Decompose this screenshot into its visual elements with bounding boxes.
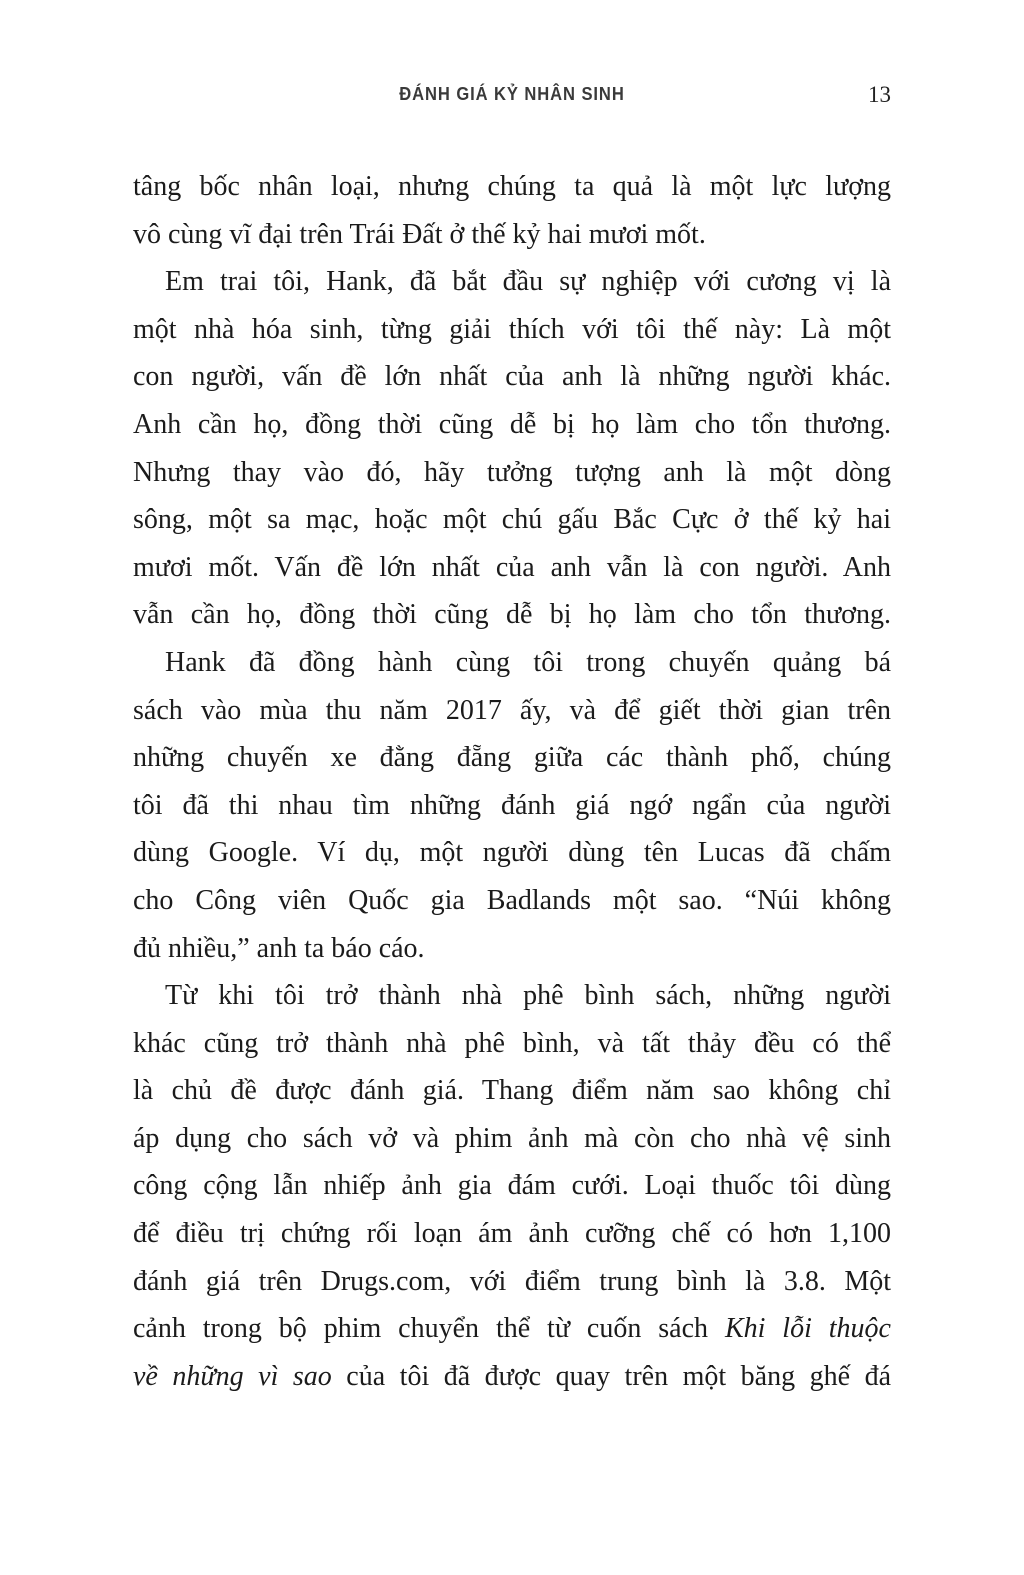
text-line <box>133 1353 891 1401</box>
text-line <box>133 211 891 259</box>
text-segment: một nhà hóa sinh, từng giải thích với tôi thế này: Là một <box>133 313 891 345</box>
text-segment: tôi đã thi nhau tìm những đánh giá ngớ ngẩn của người <box>133 789 891 821</box>
text-line <box>133 1115 891 1163</box>
text-line <box>133 401 891 449</box>
text-segment: vô cùng vĩ đại trên Trái Đất ở thế kỷ hai mươi mốt. <box>133 218 706 250</box>
text-segment: mươi mốt. Vấn đề lớn nhất của anh vẫn là con người. Anh <box>133 551 891 583</box>
body-text <box>133 163 891 1400</box>
text-segment: là chủ đề được đánh giá. Thang điểm năm sao không chỉ <box>133 1075 891 1107</box>
text-line <box>133 1020 891 1068</box>
book-title-italic: Khi lỗi thuộc <box>724 1313 891 1345</box>
text-segment: Nhưng thay vào đó, hãy tưởng tượng anh là một dòng <box>133 456 891 488</box>
text-segment: sách vào mùa thu năm 2017 ấy, và để giết thời gian trên <box>133 694 891 726</box>
text-segment: áp dụng cho sách vở và phim ảnh mà còn cho nhà vệ sinh <box>133 1122 891 1154</box>
text-line <box>133 1258 891 1306</box>
text-line <box>133 544 891 592</box>
text-line <box>133 1305 891 1353</box>
text-line <box>133 306 891 354</box>
text-segment: con người, vấn đề lớn nhất của anh là những người khác. <box>133 361 891 393</box>
text-line <box>133 782 891 830</box>
text-segment: Anh cần họ, đồng thời cũng dễ bị họ làm cho tổn thương. <box>133 408 891 440</box>
text-line <box>133 163 891 211</box>
text-line <box>133 829 891 877</box>
text-segment: của tôi đã được quay trên một băng ghế đá <box>331 1360 891 1392</box>
page-number: 13 <box>868 82 891 107</box>
text-segment: vẫn cần họ, đồng thời cũng dễ bị họ làm cho tổn thương. <box>133 599 891 631</box>
book-title-italic: về những vì sao <box>133 1360 332 1392</box>
text-segment: cho Công viên Quốc gia Badlands một sao. “Núi không <box>133 884 891 916</box>
text-segment: cảnh trong bộ phim chuyển thể từ cuốn sách <box>133 1313 725 1345</box>
text-segment: tâng bốc nhân loại, nhưng chúng ta quả là một lực lượng <box>133 171 891 202</box>
text-segment: những chuyến xe đằng đẵng giữa các thành phố, chúng <box>133 742 891 774</box>
text-segment: khác cũng trở thành nhà phê bình, và tất thảy đều có thể <box>133 1027 891 1059</box>
text-segment: Hank đã đồng hành cùng tôi trong chuyến quảng bá <box>165 646 891 678</box>
text-line <box>133 449 891 497</box>
text-line <box>133 591 891 639</box>
text-line <box>133 1210 891 1258</box>
running-header <box>133 84 891 112</box>
text-line <box>133 353 891 401</box>
text-line <box>133 972 891 1020</box>
text-line <box>133 877 891 925</box>
text-segment: đánh giá trên Drugs.com, với điểm trung bình là 3.8. Một <box>133 1265 891 1297</box>
text-line <box>133 1162 891 1210</box>
text-segment: đủ nhiều,” anh ta báo cáo. <box>133 932 425 964</box>
text-line <box>133 734 891 782</box>
text-line <box>133 687 891 735</box>
text-segment: Từ khi tôi trở thành nhà phê bình sách, những người <box>165 980 891 1012</box>
text-segment: để điều trị chứng rối loạn ám ảnh cưỡng chế có hơn 1,100 <box>133 1218 891 1250</box>
text-line <box>133 496 891 544</box>
text-line <box>133 258 891 306</box>
text-segment: Em trai tôi, Hank, đã bắt đầu sự nghiệp với cương vị là <box>165 266 891 298</box>
text-segment: sông, một sa mạc, hoặc một chú gấu Bắc Cực ở thế kỷ hai <box>133 504 891 536</box>
chapter-title-header: ĐÁNH GIÁ KỶ NHÂN SINH <box>399 84 625 104</box>
text-line <box>133 639 891 687</box>
text-segment: dùng Google. Ví dụ, một người dùng tên Lucas đã chấm <box>133 837 891 869</box>
text-line <box>133 925 891 973</box>
text-segment: công cộng lẫn nhiếp ảnh gia đám cưới. Loại thuốc tôi dùng <box>133 1170 891 1202</box>
text-line <box>133 1067 891 1115</box>
